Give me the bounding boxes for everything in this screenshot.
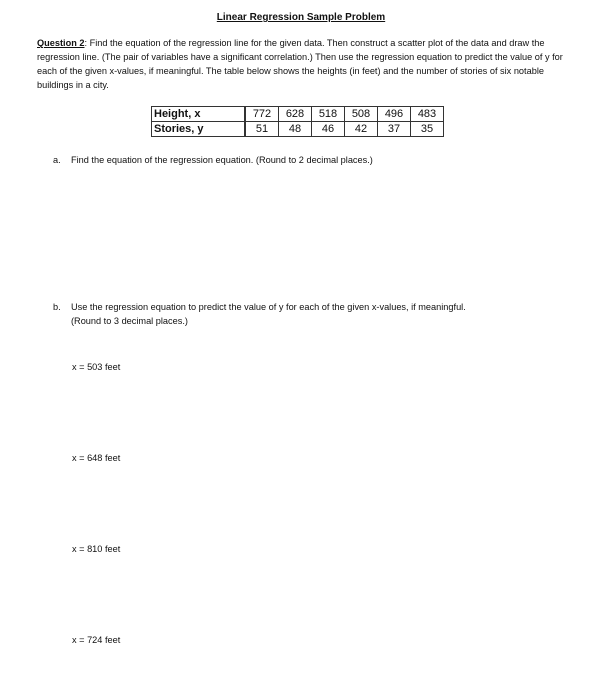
- question-text: : Find the equation of the regression line for the given data. Then construct a scatter plot of the data and draw the regression line. (The pair of variables have a significant correlation.) Then use the regression equation to predict the value of y for each of the given x-values, if meaningful. The table below shows the heights (in feet) and the number of stories of six notable buildings in a city.: [37, 38, 563, 90]
- x-value-prompt: x = 648 feet: [72, 453, 121, 463]
- x-value-prompt: x = 810 feet: [72, 544, 121, 554]
- stories-cell: 37: [378, 122, 411, 137]
- part-b-rounding-note: (Round to 3 decimal places.): [71, 316, 188, 326]
- height-cell: 628: [279, 107, 312, 122]
- part-b-text: Use the regression equation to predict the value of y for each of the given x-values, if meaningful.: [71, 302, 466, 312]
- question-paragraph: [37, 36, 577, 92]
- x-value-prompt: x = 503 feet: [72, 362, 121, 372]
- row-label-height: Height, x: [152, 107, 246, 122]
- height-cell: 518: [312, 107, 345, 122]
- part-b: [53, 300, 563, 328]
- part-a-letter: a.: [53, 155, 61, 165]
- part-a-text: Find the equation of the regression equation. (Round to 2 decimal places.): [71, 155, 373, 165]
- table-row-height: [152, 107, 444, 122]
- height-cell: 496: [378, 107, 411, 122]
- row-label-stories: Stories, y: [152, 122, 246, 137]
- table-row-stories: [152, 122, 444, 137]
- stories-cell: 42: [345, 122, 378, 137]
- x-value-prompt: x = 724 feet: [72, 635, 121, 645]
- height-cell: 483: [411, 107, 444, 122]
- height-cell: 772: [245, 107, 279, 122]
- question-label: Question 2: [37, 38, 85, 48]
- data-table: [151, 106, 444, 137]
- height-cell: 508: [345, 107, 378, 122]
- stories-cell: 46: [312, 122, 345, 137]
- stories-cell: 51: [245, 122, 279, 137]
- stories-cell: 48: [279, 122, 312, 137]
- document-title: Linear Regression Sample Problem: [216, 12, 386, 23]
- part-a: [53, 153, 373, 167]
- stories-cell: 35: [411, 122, 444, 137]
- part-b-letter: b.: [53, 302, 61, 312]
